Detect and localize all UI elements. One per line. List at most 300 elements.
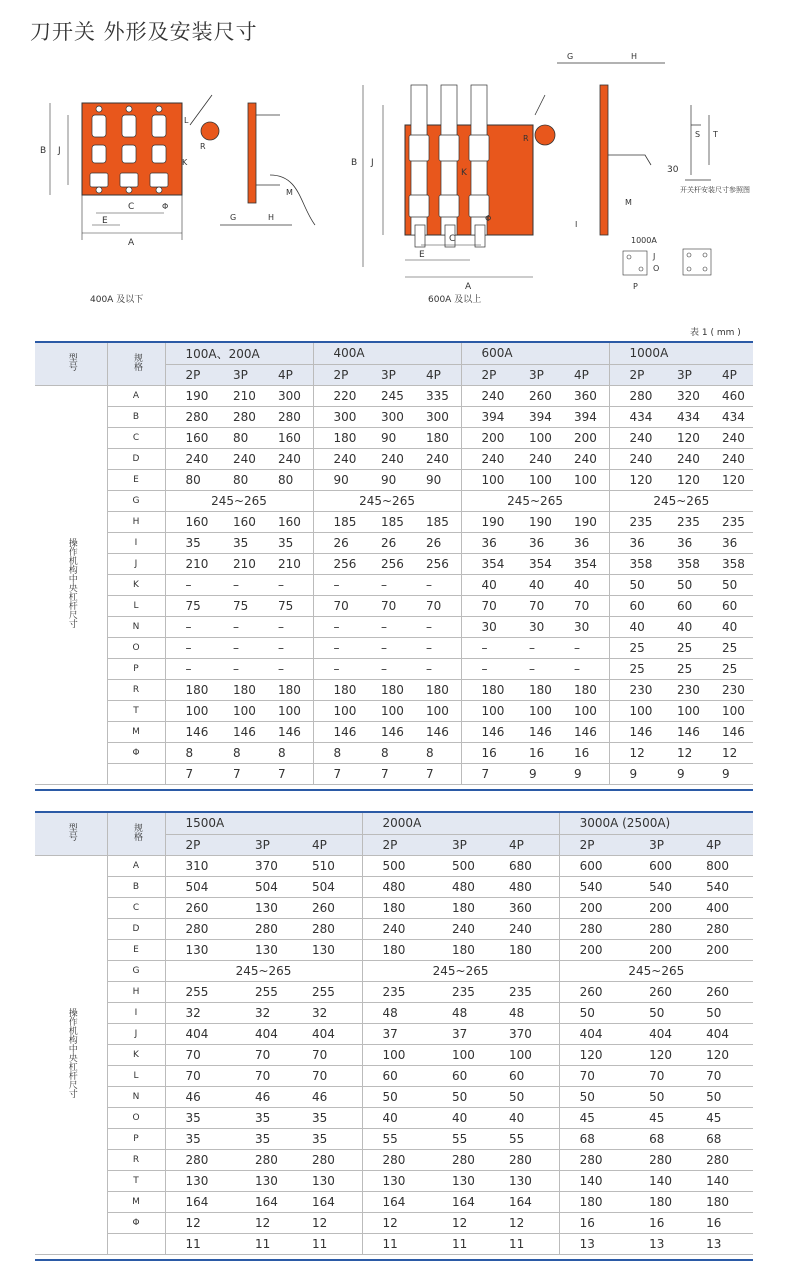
- spec-header-text: 规格: [131, 823, 142, 842]
- table-cell: 30: [509, 616, 554, 637]
- table-row: [35, 1002, 753, 1023]
- table-cell: 35: [165, 1107, 235, 1128]
- table-cell: 7: [313, 763, 361, 784]
- table-cell: 280: [292, 1149, 362, 1170]
- table-cell: 280: [292, 918, 362, 939]
- table-row: [35, 876, 753, 897]
- table-cell: –: [258, 616, 313, 637]
- table-cell: 280: [165, 406, 213, 427]
- table-cell: 280: [258, 406, 313, 427]
- group-header: 100A、200A: [165, 343, 313, 364]
- span-value: 245~265: [165, 960, 362, 981]
- table-cell: 90: [361, 427, 406, 448]
- table-cell: 36: [609, 532, 657, 553]
- table-cell: 235: [609, 511, 657, 532]
- table-cell: –: [361, 637, 406, 658]
- table-cell: 480: [432, 876, 489, 897]
- table-cell: 504: [235, 876, 292, 897]
- dim-j-label: J: [58, 146, 61, 156]
- table2-bottom-rule: [35, 1259, 753, 1261]
- table-row: [35, 1044, 753, 1065]
- table-cell: 70: [554, 595, 609, 616]
- table-cell: 8: [406, 742, 461, 763]
- table-cell: 25: [657, 658, 702, 679]
- table-cell: 220: [313, 385, 361, 406]
- table-cell: 280: [235, 918, 292, 939]
- table-cell: 130: [235, 897, 292, 918]
- table-cell: 180: [362, 939, 432, 960]
- table-cell: 260: [686, 981, 753, 1002]
- table-cell: 190: [461, 511, 509, 532]
- table-cell: 16: [509, 742, 554, 763]
- table-cell: 240: [258, 448, 313, 469]
- table-cell: 180: [489, 939, 559, 960]
- table-cell: 50: [559, 1002, 629, 1023]
- model-header-text: 型号: [66, 353, 77, 372]
- table-cell: 190: [165, 385, 213, 406]
- table-cell: 100: [361, 700, 406, 721]
- table-cell: 200: [559, 939, 629, 960]
- dim-h-label: H: [268, 213, 275, 222]
- table-cell: 70: [235, 1044, 292, 1065]
- dimension-key: J: [107, 553, 165, 574]
- table-cell: 404: [235, 1023, 292, 1044]
- dimension-key: D: [107, 448, 165, 469]
- table-cell: –: [461, 637, 509, 658]
- table-cell: 540: [559, 876, 629, 897]
- dim-r-label: R: [200, 142, 206, 151]
- table-cell: 36: [702, 532, 753, 553]
- table-cell: 70: [629, 1065, 686, 1086]
- table-cell: 394: [509, 406, 554, 427]
- table-row: [35, 637, 753, 658]
- table-cell: 164: [292, 1191, 362, 1212]
- table-row: [35, 511, 753, 532]
- table-cell: 50: [489, 1086, 559, 1107]
- table-cell: 50: [432, 1086, 489, 1107]
- dim-a-label: A: [128, 238, 135, 248]
- table-cell: 8: [213, 742, 258, 763]
- table-cell: 35: [165, 532, 213, 553]
- table-cell: –: [165, 574, 213, 595]
- table-cell: 146: [213, 721, 258, 742]
- table-row: [35, 1149, 753, 1170]
- left-switch-diagram: [30, 85, 320, 305]
- table-cell: –: [165, 637, 213, 658]
- table-cell: 230: [609, 679, 657, 700]
- table-cell: –: [406, 616, 461, 637]
- table-cell: 11: [362, 1233, 432, 1254]
- table-cell: –: [165, 658, 213, 679]
- table-cell: 240: [657, 448, 702, 469]
- table1-bottom-rule: [35, 789, 753, 791]
- table-cell: 40: [609, 616, 657, 637]
- dimension-key: N: [107, 1086, 165, 1107]
- dim-e-label: E: [102, 216, 108, 226]
- table-cell: 600: [629, 855, 686, 876]
- pole-header: 4P: [292, 834, 362, 855]
- table-cell: 70: [559, 1065, 629, 1086]
- table-cell: 180: [258, 679, 313, 700]
- table-row: [35, 574, 753, 595]
- table-cell: 240: [702, 427, 753, 448]
- table-cell: 300: [361, 406, 406, 427]
- dimension-key: H: [107, 511, 165, 532]
- table-row: [35, 616, 753, 637]
- table-cell: 130: [292, 1170, 362, 1191]
- group-header: 600A: [461, 343, 609, 364]
- table-cell: 240: [361, 448, 406, 469]
- table-row: [35, 700, 753, 721]
- table-cell: 240: [609, 448, 657, 469]
- table-cell: –: [554, 637, 609, 658]
- table-cell: 120: [657, 469, 702, 490]
- table-cell: 200: [686, 939, 753, 960]
- table-cell: 90: [313, 469, 361, 490]
- note-right-a: 600A 及以上: [428, 295, 482, 305]
- table-cell: 100: [362, 1044, 432, 1065]
- table-cell: 256: [361, 553, 406, 574]
- table-cell: 40: [702, 616, 753, 637]
- table-cell: 146: [361, 721, 406, 742]
- note-mid: 表 1 ( mm ): [690, 328, 741, 338]
- table-row: [35, 918, 753, 939]
- table-cell: 680: [489, 855, 559, 876]
- table-cell: 140: [686, 1170, 753, 1191]
- mechanism-label-text: 操作机构中央杠杆尺寸: [66, 1008, 77, 1098]
- table-cell: 36: [554, 532, 609, 553]
- dimension-key: E: [107, 939, 165, 960]
- table-cell: 25: [657, 637, 702, 658]
- table-cell: 180: [432, 939, 489, 960]
- table-cell: 16: [629, 1212, 686, 1233]
- table-cell: 60: [609, 595, 657, 616]
- table-cell: 256: [406, 553, 461, 574]
- dimension-key: N: [107, 616, 165, 637]
- header-row-groups: [35, 813, 753, 834]
- table-cell: 50: [629, 1002, 686, 1023]
- table-row: [35, 1170, 753, 1191]
- table-cell: 500: [432, 855, 489, 876]
- table-cell: 210: [165, 553, 213, 574]
- table-cell: 100: [258, 700, 313, 721]
- table-cell: 35: [235, 1107, 292, 1128]
- table-cell: 35: [235, 1128, 292, 1149]
- dimension-key: C: [107, 897, 165, 918]
- table-cell: 75: [213, 595, 258, 616]
- table-cell: 185: [313, 511, 361, 532]
- table-cell: 70: [313, 595, 361, 616]
- page-title: 刀开关 外形及安装尺寸: [30, 20, 258, 44]
- table-cell: –: [509, 658, 554, 679]
- table-cell: 280: [609, 385, 657, 406]
- table-cell: 40: [554, 574, 609, 595]
- span-value: 245~265: [559, 960, 753, 981]
- table-cell: 185: [406, 511, 461, 532]
- table-cell: 180: [509, 679, 554, 700]
- table-cell: 7: [406, 763, 461, 784]
- table-cell: 146: [461, 721, 509, 742]
- table-cell: 404: [165, 1023, 235, 1044]
- table-cell: 146: [258, 721, 313, 742]
- table-row: [35, 1086, 753, 1107]
- table-cell: –: [554, 658, 609, 679]
- table-cell: 26: [313, 532, 361, 553]
- table-cell: 240: [554, 448, 609, 469]
- table-cell: 100: [657, 700, 702, 721]
- dimension-key: A: [107, 385, 165, 406]
- model-header: [35, 343, 107, 385]
- table-cell: 360: [489, 897, 559, 918]
- table-cell: 280: [686, 1149, 753, 1170]
- table-cell: 55: [489, 1128, 559, 1149]
- span-value: 245~265: [609, 490, 753, 511]
- table-cell: 8: [361, 742, 406, 763]
- table-cell: 46: [165, 1086, 235, 1107]
- pole-header: 2P: [313, 364, 361, 385]
- table-cell: 90: [361, 469, 406, 490]
- table-cell: 48: [362, 1002, 432, 1023]
- table-cell: 32: [165, 1002, 235, 1023]
- table-cell: 460: [702, 385, 753, 406]
- table-cell: 245: [361, 385, 406, 406]
- table-cell: 120: [686, 1044, 753, 1065]
- table-cell: 100: [509, 700, 554, 721]
- table-cell: 16: [686, 1212, 753, 1233]
- table-cell: 180: [313, 427, 361, 448]
- dimension-key: B: [107, 876, 165, 897]
- table-cell: 35: [292, 1107, 362, 1128]
- spec-header-text: 规格: [131, 353, 142, 372]
- table-cell: 46: [292, 1086, 362, 1107]
- dimension-key: M: [107, 1191, 165, 1212]
- group-header: 1500A: [165, 813, 362, 834]
- table-cell: 12: [702, 742, 753, 763]
- table-cell: 256: [313, 553, 361, 574]
- table-cell: 50: [702, 574, 753, 595]
- table-row: [35, 1233, 753, 1254]
- table-cell: 230: [702, 679, 753, 700]
- table-cell: 240: [362, 918, 432, 939]
- table-cell: 300: [258, 385, 313, 406]
- dimension-key: B: [107, 406, 165, 427]
- table-cell: 37: [362, 1023, 432, 1044]
- pole-header: 4P: [702, 364, 753, 385]
- group-header: 400A: [313, 343, 461, 364]
- table-cell: –: [361, 658, 406, 679]
- pole-header: 3P: [213, 364, 258, 385]
- dim-e-label-right: E: [419, 250, 425, 260]
- table-cell: 80: [213, 427, 258, 448]
- table-cell: 280: [559, 1149, 629, 1170]
- table-cell: 335: [406, 385, 461, 406]
- table-cell: 160: [165, 511, 213, 532]
- table-cell: 80: [213, 469, 258, 490]
- table-cell: 48: [489, 1002, 559, 1023]
- table-cell: 70: [292, 1065, 362, 1086]
- table-cell: 50: [559, 1086, 629, 1107]
- table-cell: 164: [489, 1191, 559, 1212]
- table-cell: 210: [213, 553, 258, 574]
- table-cell: 404: [686, 1023, 753, 1044]
- dimension-key: O: [107, 1107, 165, 1128]
- table-cell: 140: [559, 1170, 629, 1191]
- table-cell: 260: [559, 981, 629, 1002]
- table-cell: 260: [509, 385, 554, 406]
- table-cell: 240: [461, 385, 509, 406]
- model-header-text: 型号: [66, 823, 77, 842]
- table-cell: 434: [609, 406, 657, 427]
- pole-header: 3P: [432, 834, 489, 855]
- table-cell: 12: [362, 1212, 432, 1233]
- table-cell: 240: [609, 427, 657, 448]
- note-right-b: 开关杆安装尺寸参照图: [680, 186, 750, 194]
- dim-j2-label-right: J: [653, 252, 656, 261]
- table-cell: 11: [235, 1233, 292, 1254]
- table-cell: 280: [559, 918, 629, 939]
- table-cell: 240: [432, 918, 489, 939]
- dim-h-label-right: H: [631, 52, 638, 61]
- table-cell: 70: [361, 595, 406, 616]
- table-row: [35, 897, 753, 918]
- table-cell: –: [313, 637, 361, 658]
- table-cell: 12: [235, 1212, 292, 1233]
- table-cell: 60: [489, 1065, 559, 1086]
- table-cell: 180: [361, 679, 406, 700]
- table-cell: 354: [554, 553, 609, 574]
- table-cell: 40: [509, 574, 554, 595]
- table-cell: 50: [629, 1086, 686, 1107]
- table-cell: 120: [609, 469, 657, 490]
- table-cell: 240: [213, 448, 258, 469]
- table-cell: 60: [657, 595, 702, 616]
- table-cell: 11: [489, 1233, 559, 1254]
- table-cell: 60: [362, 1065, 432, 1086]
- table-cell: 180: [686, 1191, 753, 1212]
- table-cell: 70: [406, 595, 461, 616]
- table-cell: 146: [406, 721, 461, 742]
- table-cell: 280: [489, 1149, 559, 1170]
- table-row: [35, 742, 753, 763]
- mechanism-label-text: 操作机构中央杠杆尺寸: [66, 538, 77, 628]
- table-cell: 358: [702, 553, 753, 574]
- table-cell: 404: [292, 1023, 362, 1044]
- table-cell: 235: [702, 511, 753, 532]
- table-cell: 48: [432, 1002, 489, 1023]
- table-cell: 146: [509, 721, 554, 742]
- spec-header: [107, 343, 165, 385]
- spec-table-1: [35, 343, 753, 785]
- table-row: [35, 1065, 753, 1086]
- table-cell: 70: [292, 1044, 362, 1065]
- table-cell: 260: [165, 897, 235, 918]
- table-cell: 260: [292, 897, 362, 918]
- dim-g-label-right: G: [567, 52, 574, 61]
- table-cell: 404: [559, 1023, 629, 1044]
- dim-r-label-right: R: [523, 134, 529, 143]
- table-cell: 45: [629, 1107, 686, 1128]
- table-cell: 8: [258, 742, 313, 763]
- table-cell: 180: [213, 679, 258, 700]
- table-cell: 146: [165, 721, 213, 742]
- table-cell: 80: [165, 469, 213, 490]
- table-row: [35, 532, 753, 553]
- table-cell: 50: [657, 574, 702, 595]
- table-cell: 255: [292, 981, 362, 1002]
- table-cell: 7: [461, 763, 509, 784]
- table-cell: 70: [461, 595, 509, 616]
- table-cell: 12: [489, 1212, 559, 1233]
- dimension-key: I: [107, 1002, 165, 1023]
- table-cell: 40: [489, 1107, 559, 1128]
- table-cell: 540: [629, 876, 686, 897]
- table-cell: 13: [629, 1233, 686, 1254]
- table-cell: 16: [554, 742, 609, 763]
- table-cell: 510: [292, 855, 362, 876]
- table-cell: 146: [554, 721, 609, 742]
- table-cell: 35: [258, 532, 313, 553]
- table-cell: 280: [235, 1149, 292, 1170]
- pole-header: 2P: [165, 364, 213, 385]
- pole-header: 4P: [489, 834, 559, 855]
- table-cell: 190: [554, 511, 609, 532]
- table-cell: 358: [657, 553, 702, 574]
- table-cell: 160: [213, 511, 258, 532]
- table-cell: 434: [657, 406, 702, 427]
- table-cell: 68: [559, 1128, 629, 1149]
- table-row: [35, 427, 753, 448]
- table-row: [35, 553, 753, 574]
- table-cell: 35: [165, 1128, 235, 1149]
- pole-header: 3P: [235, 834, 292, 855]
- dim-k-label-right: K: [461, 168, 467, 178]
- dimension-key: K: [107, 574, 165, 595]
- dim-i-label-right: I: [575, 220, 578, 229]
- dim-a-label-right: A: [465, 282, 472, 292]
- table-cell: 200: [629, 897, 686, 918]
- table-cell: 46: [235, 1086, 292, 1107]
- table-cell: 180: [432, 897, 489, 918]
- table-cell: 164: [432, 1191, 489, 1212]
- table-cell: 100: [213, 700, 258, 721]
- table-cell: 75: [165, 595, 213, 616]
- table-cell: 190: [509, 511, 554, 532]
- table-cell: 9: [702, 763, 753, 784]
- table-cell: 11: [432, 1233, 489, 1254]
- table-cell: 500: [362, 855, 432, 876]
- dim-phi-label: Φ: [162, 202, 169, 211]
- dim-b-label: B: [40, 146, 47, 156]
- table-cell: –: [406, 574, 461, 595]
- table-cell: –: [509, 637, 554, 658]
- table-row: [35, 448, 753, 469]
- dimension-key: L: [107, 1065, 165, 1086]
- table-cell: 160: [165, 427, 213, 448]
- table-cell: 70: [235, 1065, 292, 1086]
- table-cell: 260: [629, 981, 686, 1002]
- span-value: 245~265: [313, 490, 461, 511]
- note-left: 400A 及以下: [90, 295, 144, 305]
- dimension-key: P: [107, 1128, 165, 1149]
- pole-header: 4P: [686, 834, 753, 855]
- table-cell: 32: [235, 1002, 292, 1023]
- table-cell: 146: [609, 721, 657, 742]
- table-cell: 30: [461, 616, 509, 637]
- table-cell: 180: [406, 427, 461, 448]
- dim-s-label-right: S: [695, 130, 701, 139]
- table-cell: 164: [235, 1191, 292, 1212]
- table-cell: 12: [609, 742, 657, 763]
